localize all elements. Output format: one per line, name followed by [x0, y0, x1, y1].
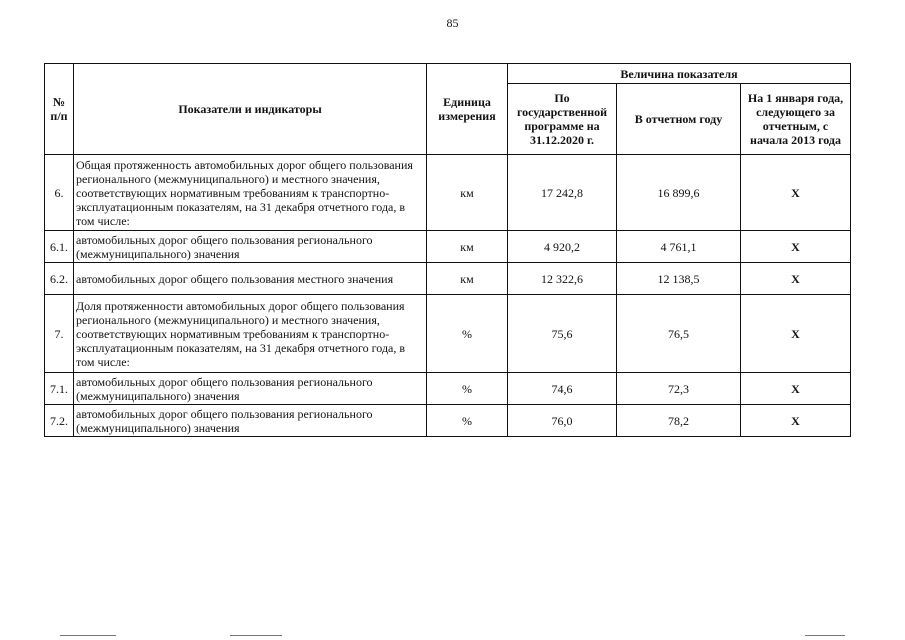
row-unit: км — [427, 263, 508, 295]
row-jan1-value: X — [741, 405, 851, 437]
row-indicator: автомобильных дорог общего пользования регионального (межмуниципального) значения — [74, 405, 427, 437]
table-row — [45, 231, 851, 263]
row-program-value: 76,0 — [508, 405, 617, 437]
header-unit: Единица измерения — [427, 64, 508, 155]
row-jan1-value: X — [741, 263, 851, 295]
row-reporting-value: 16 899,6 — [617, 155, 741, 231]
row-unit: % — [427, 405, 508, 437]
indicators-table — [44, 63, 851, 437]
header-reporting-year: В отчетном году — [617, 84, 741, 155]
table-row — [45, 263, 851, 295]
header-jan1: На 1 января года, следующего за отчетным, с начала 2013 года — [741, 84, 851, 155]
row-jan1-value: X — [741, 231, 851, 263]
scan-artifact — [230, 635, 282, 636]
row-num: 7. — [45, 295, 74, 373]
row-reporting-value: 76,5 — [617, 295, 741, 373]
row-program-value: 17 242,8 — [508, 155, 617, 231]
row-num: 7.1. — [45, 373, 74, 405]
row-jan1-value: X — [741, 295, 851, 373]
row-program-value: 4 920,2 — [508, 231, 617, 263]
row-unit: % — [427, 373, 508, 405]
row-jan1-value: X — [741, 155, 851, 231]
header-value-group: Величина показателя — [508, 64, 851, 84]
row-reporting-value: 78,2 — [617, 405, 741, 437]
row-num: 6.1. — [45, 231, 74, 263]
row-jan1-value: X — [741, 373, 851, 405]
row-indicator: Общая протяженность автомобильных дорог общего пользования регионального (межмуниципального) и местного значения, соответствующих нормативным требованиям к транспортно-эксплуатационным показателям, на 31 декабря отчетного года, в том числе: — [74, 155, 427, 231]
row-indicator: автомобильных дорог общего пользования местного значения — [74, 263, 427, 295]
row-reporting-value: 12 138,5 — [617, 263, 741, 295]
row-num: 7.2. — [45, 405, 74, 437]
row-program-value: 74,6 — [508, 373, 617, 405]
row-num: 6. — [45, 155, 74, 231]
row-indicator: автомобильных дорог общего пользования регионального (межмуниципального) значения — [74, 373, 427, 405]
row-unit: км — [427, 231, 508, 263]
row-indicator: Доля протяженности автомобильных дорог общего пользования регионального (межмуниципального) и местного значения, соответствующих нормативным требованиям к транспортно-эксплуатационным показателям, на 31 декабря отчетного года, в том числе: — [74, 295, 427, 373]
table-row — [45, 405, 851, 437]
row-indicator: автомобильных дорог общего пользования регионального (межмуниципального) значения — [74, 231, 427, 263]
row-program-value: 12 322,6 — [508, 263, 617, 295]
row-unit: км — [427, 155, 508, 231]
scan-artifact — [60, 635, 116, 636]
header-program: По государственной программе на 31.12.2020 г. — [508, 84, 617, 155]
header-num: № п/п — [45, 64, 74, 155]
table-row — [45, 155, 851, 231]
table-row — [45, 373, 851, 405]
page-number: 85 — [446, 16, 459, 30]
row-program-value: 75,6 — [508, 295, 617, 373]
row-unit: % — [427, 295, 508, 373]
row-reporting-value: 72,3 — [617, 373, 741, 405]
row-num: 6.2. — [45, 263, 74, 295]
header-indicator: Показатели и индикаторы — [74, 64, 427, 155]
scan-artifact — [805, 635, 845, 636]
table-row — [45, 295, 851, 373]
row-reporting-value: 4 761,1 — [617, 231, 741, 263]
